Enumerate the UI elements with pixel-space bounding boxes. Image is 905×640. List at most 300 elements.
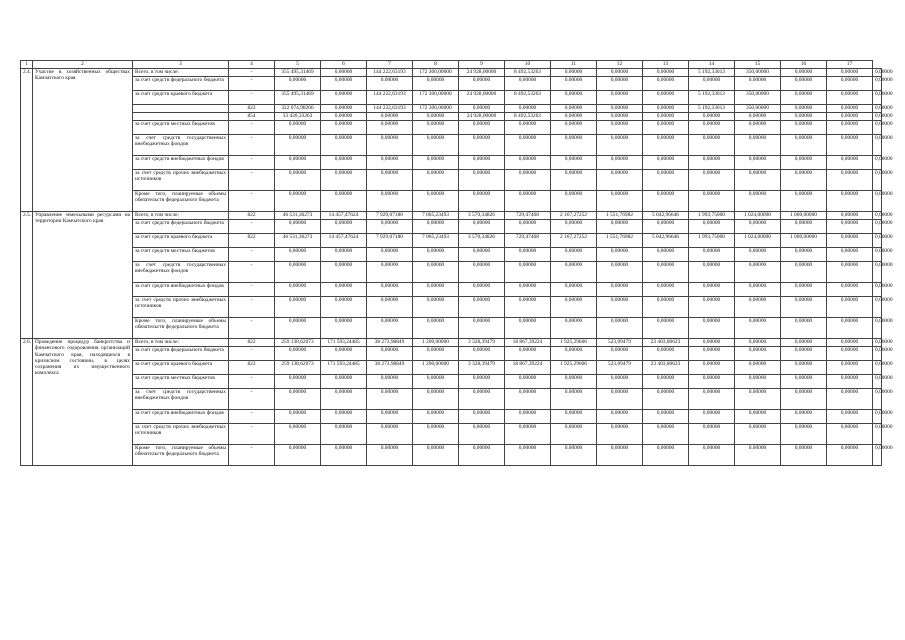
amount-cell: 0,00000 <box>781 135 827 156</box>
amount-cell: 0,00000 <box>873 220 882 234</box>
amount-cell: 172 300,00000 <box>413 105 459 113</box>
table-row <box>21 69 882 77</box>
amount-cell: 1 000,00000 <box>781 212 827 220</box>
amount-cell: 0,00000 <box>505 389 551 410</box>
amount-cell: 0,00000 <box>873 234 882 248</box>
amount-cell: 0,00000 <box>551 283 597 297</box>
amount-cell: 0,00000 <box>873 445 882 466</box>
amount-cell: 0,00000 <box>321 191 367 212</box>
amount-cell: 5 042,96646 <box>643 234 689 248</box>
amount-cell: 0,00000 <box>321 347 367 361</box>
amount-cell: 729,47468 <box>505 234 551 248</box>
amount-cell: 0,00000 <box>689 339 735 347</box>
amount-cell: 0,00000 <box>873 191 882 212</box>
amount-cell: 0,00000 <box>827 445 873 466</box>
amount-cell: 0,00000 <box>873 105 882 113</box>
table-row <box>21 77 882 91</box>
amount-cell: 0,00000 <box>781 297 827 318</box>
amount-cell: 0,00000 <box>367 410 413 424</box>
amount-cell: 0,00000 <box>551 410 597 424</box>
amount-cell: 0,00000 <box>781 105 827 113</box>
amount-cell: 0,00000 <box>597 318 643 339</box>
funding-source: за счет средств федерального бюджета <box>133 347 229 361</box>
amount-cell: 0,00000 <box>551 347 597 361</box>
amount-cell: 0,00000 <box>459 410 505 424</box>
amount-cell: 0,00000 <box>643 424 689 445</box>
amount-cell: 0,00000 <box>873 212 882 220</box>
section-title: Участие в хозяйственных обществах Камчатского края <box>33 69 133 212</box>
amount-cell: 0,00000 <box>275 347 321 361</box>
amount-cell: 0,00000 <box>643 318 689 339</box>
amount-cell: 0,00000 <box>735 170 781 191</box>
table-row <box>21 410 882 424</box>
amount-cell: 0,00000 <box>735 191 781 212</box>
funding-source: Кроме того, планируемые объемы обязательств федерального бюджета <box>133 318 229 339</box>
amount-cell: 0,00000 <box>689 156 735 170</box>
amount-cell: 0,00000 <box>551 170 597 191</box>
funding-source: за счет средств государственных внебюджетных фондов <box>133 135 229 156</box>
amount-cell: 0,00000 <box>873 262 882 283</box>
amount-cell: 0,00000 <box>597 69 643 77</box>
table-row <box>21 361 882 375</box>
amount-cell: 0,00000 <box>505 318 551 339</box>
column-number: 14 <box>689 61 735 69</box>
amount-cell: 0,00000 <box>735 361 781 375</box>
table-row <box>21 248 882 262</box>
amount-cell: 0,00000 <box>597 283 643 297</box>
amount-cell: 0,00000 <box>321 389 367 410</box>
amount-cell: 523,09479 <box>597 361 643 375</box>
amount-cell: 0,00000 <box>321 248 367 262</box>
funding-source: за счет средств краевого бюджета <box>133 361 229 375</box>
amount-cell: 0,00000 <box>643 135 689 156</box>
amount-cell: 0,00000 <box>413 262 459 283</box>
amount-cell: 0,00000 <box>275 375 321 389</box>
amount-cell: 0,00000 <box>735 156 781 170</box>
amount-cell: 0,00000 <box>689 191 735 212</box>
amount-cell: 0,00000 <box>827 375 873 389</box>
amount-cell: 0,00000 <box>735 77 781 91</box>
amount-cell: 0,00000 <box>827 339 873 347</box>
amount-cell: 1 024,00000 <box>735 212 781 220</box>
section-number: 2.6. <box>21 339 33 466</box>
amount-cell: 7 065,23493 <box>413 234 459 248</box>
amount-cell: 0,00000 <box>873 297 882 318</box>
amount-cell: 0,00000 <box>413 297 459 318</box>
amount-cell: 0,00000 <box>551 297 597 318</box>
amount-cell: 0,00000 <box>735 347 781 361</box>
amount-cell: 0,00000 <box>459 170 505 191</box>
amount-cell: 0,00000 <box>689 318 735 339</box>
amount-cell: 0,00000 <box>827 91 873 105</box>
amount-cell: 0,00000 <box>689 170 735 191</box>
amount-cell: 0,00000 <box>873 283 882 297</box>
amount-cell: 0,00000 <box>597 156 643 170</box>
section-title: Управление земельными ресурсами на территории Камчатского края <box>33 212 133 339</box>
amount-cell: 18 867,39224 <box>505 339 551 347</box>
budget-code: - <box>229 156 275 170</box>
amount-cell: 0,00000 <box>413 156 459 170</box>
budget-code: - <box>229 220 275 234</box>
amount-cell: 0,00000 <box>321 121 367 135</box>
amount-cell: 0,00000 <box>367 121 413 135</box>
amount-cell: 0,00000 <box>367 262 413 283</box>
amount-cell: 0,00000 <box>367 445 413 466</box>
amount-cell: 23 403,80623 <box>643 339 689 347</box>
funding-source <box>133 105 229 113</box>
amount-cell: 0,00000 <box>321 170 367 191</box>
amount-cell: 0,00000 <box>413 77 459 91</box>
amount-cell: 0,00000 <box>689 283 735 297</box>
amount-cell: 24 928,00000 <box>459 91 505 105</box>
funding-source: Всего, в том числе: <box>133 212 229 220</box>
amount-cell: 0,00000 <box>413 191 459 212</box>
amount-cell: 0,00000 <box>459 262 505 283</box>
amount-cell: 0,00000 <box>827 191 873 212</box>
amount-cell: 0,00000 <box>597 347 643 361</box>
amount-cell: 0,00000 <box>275 156 321 170</box>
amount-cell: 0,00000 <box>689 121 735 135</box>
amount-cell: 0,00000 <box>551 262 597 283</box>
amount-cell: 0,00000 <box>873 91 882 105</box>
funding-source: за счет средств краевого бюджета <box>133 91 229 105</box>
amount-cell: 0,00000 <box>689 297 735 318</box>
amount-cell: 0,00000 <box>551 424 597 445</box>
amount-cell: 0,00000 <box>873 375 882 389</box>
amount-cell: 0,00000 <box>643 105 689 113</box>
funding-source: за счет средств местных бюджетов <box>133 248 229 262</box>
amount-cell: 0,00000 <box>597 445 643 466</box>
amount-cell: 144 222,63193 <box>367 91 413 105</box>
amount-cell: 0,00000 <box>735 248 781 262</box>
amount-cell: 0,00000 <box>551 389 597 410</box>
amount-cell: 0,00000 <box>505 424 551 445</box>
amount-cell: 0,00000 <box>321 91 367 105</box>
amount-cell: 0,00000 <box>597 262 643 283</box>
amount-cell: 0,00000 <box>551 113 597 121</box>
budget-code: - <box>229 410 275 424</box>
amount-cell: 0,00000 <box>459 248 505 262</box>
amount-cell: 0,00000 <box>459 375 505 389</box>
amount-cell: 0,00000 <box>643 248 689 262</box>
amount-cell: 0,00000 <box>459 121 505 135</box>
amount-cell: 0,00000 <box>827 361 873 375</box>
amount-cell: 0,00000 <box>781 389 827 410</box>
amount-cell: 144 222,63193 <box>367 105 413 113</box>
amount-cell: 3 570,34826 <box>459 212 505 220</box>
amount-cell: 7 065,23493 <box>413 212 459 220</box>
section-title: Проведение процедур банкротства и финансового оздоровления организаций Камчатского края, находящихся в кризисном состоянии, в целях сохранения их имущественного комплекса <box>33 339 133 466</box>
table-row <box>21 91 882 105</box>
amount-cell: 0,00000 <box>367 389 413 410</box>
amount-cell: 0,00000 <box>597 191 643 212</box>
amount-cell: 0,00000 <box>459 77 505 91</box>
funding-source: Кроме того, планируемые объемы обязательств федерального бюджета <box>133 445 229 466</box>
amount-cell: 0,00000 <box>781 347 827 361</box>
amount-cell: 0,00000 <box>781 191 827 212</box>
amount-cell: 0,00000 <box>597 389 643 410</box>
amount-cell: 24 928,00000 <box>459 69 505 77</box>
amount-cell: 0,00000 <box>505 105 551 113</box>
amount-cell: 0,00000 <box>275 318 321 339</box>
funding-source: за счет средств федерального бюджета <box>133 220 229 234</box>
amount-cell: 0,00000 <box>781 170 827 191</box>
funding-source: Всего, в том числе: <box>133 69 229 77</box>
table-row <box>21 283 882 297</box>
amount-cell: 0,00000 <box>781 248 827 262</box>
amount-cell: 0,00000 <box>321 424 367 445</box>
funding-source: за счет средств федерального бюджета <box>133 77 229 91</box>
funding-source: за счет средств прочих внебюджетных источников <box>133 170 229 191</box>
amount-cell: 0,00000 <box>459 445 505 466</box>
amount-cell: 0,00000 <box>551 318 597 339</box>
budget-code: - <box>229 135 275 156</box>
amount-cell: 0,00000 <box>413 113 459 121</box>
table-row <box>21 170 882 191</box>
funding-source: Кроме того, планируемые объемы обязательств федерального бюджета <box>133 191 229 212</box>
amount-cell: 0,00000 <box>505 410 551 424</box>
amount-cell: 0,00000 <box>367 375 413 389</box>
column-number: 8 <box>413 61 459 69</box>
amount-cell: 0,00000 <box>413 318 459 339</box>
amount-cell: 0,00000 <box>275 248 321 262</box>
table-row <box>21 113 882 121</box>
column-number: 2 <box>33 61 133 69</box>
amount-cell: 0,00000 <box>505 121 551 135</box>
amount-cell: 0,00000 <box>413 121 459 135</box>
amount-cell: 0,00000 <box>873 156 882 170</box>
amount-cell: 0,00000 <box>505 220 551 234</box>
amount-cell: 0,00000 <box>459 318 505 339</box>
budget-document <box>20 60 893 466</box>
amount-cell: 0,00000 <box>689 445 735 466</box>
amount-cell: 0,00000 <box>781 318 827 339</box>
budget-code: 822 <box>229 234 275 248</box>
amount-cell: 0,00000 <box>873 389 882 410</box>
amount-cell: 2 167,27252 <box>551 234 597 248</box>
amount-cell: 0,00000 <box>827 234 873 248</box>
amount-cell: 0,00000 <box>321 410 367 424</box>
amount-cell: 0,00000 <box>643 91 689 105</box>
amount-cell: 0,00000 <box>367 318 413 339</box>
amount-cell: 0,00000 <box>643 410 689 424</box>
amount-cell: 0,00000 <box>735 410 781 424</box>
amount-cell: 0,00000 <box>827 248 873 262</box>
amount-cell: 0,00000 <box>597 375 643 389</box>
amount-cell: 355 495,31469 <box>275 69 321 77</box>
table-row <box>21 191 882 212</box>
amount-cell: 0,00000 <box>459 156 505 170</box>
amount-cell: 0,00000 <box>413 424 459 445</box>
amount-cell: 0,00000 <box>689 220 735 234</box>
amount-cell: 0,00000 <box>321 375 367 389</box>
column-number: 17 <box>827 61 873 69</box>
amount-cell: 171 593,24485 <box>321 361 367 375</box>
amount-cell: 0,00000 <box>735 113 781 121</box>
budget-code: - <box>229 445 275 466</box>
amount-cell: 0,00000 <box>827 410 873 424</box>
amount-cell: 24 928,00000 <box>459 113 505 121</box>
amount-cell: 0,00000 <box>827 69 873 77</box>
table-row <box>21 262 882 283</box>
amount-cell: 0,00000 <box>413 347 459 361</box>
amount-cell: 0,00000 <box>551 191 597 212</box>
amount-cell: 0,00000 <box>873 113 882 121</box>
amount-cell: 0,00000 <box>827 389 873 410</box>
amount-cell: 0,00000 <box>321 318 367 339</box>
column-number: 13 <box>643 61 689 69</box>
table-row <box>21 389 882 410</box>
amount-cell: 0,00000 <box>735 121 781 135</box>
amount-cell: 0,00000 <box>321 445 367 466</box>
amount-cell: 0,00000 <box>827 105 873 113</box>
funding-source: за счет средств государственных внебюджетных фондов <box>133 389 229 410</box>
amount-cell: 0,00000 <box>413 220 459 234</box>
amount-cell: 3 570,34826 <box>459 234 505 248</box>
funding-source: за счет средств внебюджетных фондов <box>133 283 229 297</box>
amount-cell: 0,00000 <box>505 77 551 91</box>
amount-cell: 0,00000 <box>505 156 551 170</box>
column-number: 3 <box>133 61 229 69</box>
amount-cell: 0,00000 <box>735 262 781 283</box>
amount-cell: 0,00000 <box>551 375 597 389</box>
amount-cell: 0,00000 <box>551 220 597 234</box>
amount-cell: 0,00000 <box>781 220 827 234</box>
amount-cell: 172 300,00000 <box>413 69 459 77</box>
amount-cell: 0,00000 <box>781 445 827 466</box>
amount-cell: 0,00000 <box>321 156 367 170</box>
amount-cell: 0,00000 <box>505 135 551 156</box>
amount-cell: 46 531,36273 <box>275 234 321 248</box>
amount-cell: 0,00000 <box>597 424 643 445</box>
amount-cell: 0,00000 <box>781 283 827 297</box>
amount-cell: 0,00000 <box>413 170 459 191</box>
amount-cell: 0,00000 <box>827 347 873 361</box>
amount-cell: 350,00000 <box>735 105 781 113</box>
amount-cell: 0,00000 <box>597 220 643 234</box>
amount-cell: 0,00000 <box>689 347 735 361</box>
column-number: 15 <box>735 61 781 69</box>
amount-cell: 0,00000 <box>367 297 413 318</box>
column-number: 12 <box>597 61 643 69</box>
amount-cell: 38 273,98849 <box>367 339 413 347</box>
amount-cell: 0,00000 <box>781 156 827 170</box>
amount-cell: 0,00000 <box>643 191 689 212</box>
amount-cell: 0,00000 <box>735 375 781 389</box>
amount-cell: 0,00000 <box>275 220 321 234</box>
amount-cell: 0,00000 <box>367 135 413 156</box>
amount-cell: 0,00000 <box>551 77 597 91</box>
amount-cell: 0,00000 <box>505 170 551 191</box>
amount-cell: 0,00000 <box>689 113 735 121</box>
amount-cell: 0,00000 <box>827 156 873 170</box>
amount-cell: 0,00000 <box>459 297 505 318</box>
amount-cell: 0,00000 <box>781 121 827 135</box>
funding-source: за счет средств местных бюджетов <box>133 121 229 135</box>
amount-cell: 0,00000 <box>413 445 459 466</box>
amount-cell: 0,00000 <box>459 191 505 212</box>
amount-cell: 0,00000 <box>643 113 689 121</box>
amount-cell: 0,00000 <box>597 77 643 91</box>
amount-cell: 0,00000 <box>321 77 367 91</box>
amount-cell: 0,00000 <box>873 77 882 91</box>
amount-cell: 0,00000 <box>643 445 689 466</box>
section-number: 2.4. <box>21 69 33 212</box>
amount-cell: 0,00000 <box>735 339 781 347</box>
amount-cell: 0,00000 <box>413 283 459 297</box>
amount-cell: 0,00000 <box>459 283 505 297</box>
funding-source: за счет средств государственных внебюджетных фондов <box>133 262 229 283</box>
amount-cell: 144 222,63193 <box>367 69 413 77</box>
amount-cell: 8 492,53263 <box>505 91 551 105</box>
amount-cell: 0,00000 <box>321 105 367 113</box>
amount-cell: 0,00000 <box>597 91 643 105</box>
amount-cell: 0,00000 <box>873 410 882 424</box>
amount-cell: 0,00000 <box>643 170 689 191</box>
amount-cell: 0,00000 <box>873 135 882 156</box>
amount-cell: 0,00000 <box>735 135 781 156</box>
budget-code: - <box>229 297 275 318</box>
amount-cell: 0,00000 <box>735 220 781 234</box>
amount-cell: 5 042,96646 <box>643 212 689 220</box>
amount-cell: 0,00000 <box>367 156 413 170</box>
column-number: 10 <box>505 61 551 69</box>
amount-cell: 5 192,33013 <box>689 105 735 113</box>
amount-cell: 0,00000 <box>735 424 781 445</box>
column-number: 9 <box>459 61 505 69</box>
amount-cell: 0,00000 <box>873 347 882 361</box>
budget-code: - <box>229 389 275 410</box>
amount-cell: 0,00000 <box>827 135 873 156</box>
amount-cell: 0,00000 <box>643 121 689 135</box>
budget-table <box>20 60 893 466</box>
table-row <box>21 121 882 135</box>
amount-cell: 1 925,29606 <box>551 361 597 375</box>
amount-cell: 0,00000 <box>689 135 735 156</box>
amount-cell: 0,00000 <box>643 347 689 361</box>
amount-cell: 1 993,75000 <box>689 212 735 220</box>
budget-code: 822 <box>229 212 275 220</box>
amount-cell: 0,00000 <box>275 262 321 283</box>
amount-cell: 172 300,00000 <box>413 91 459 105</box>
amount-cell: 1 551,76982 <box>597 212 643 220</box>
amount-cell: 0,00000 <box>275 191 321 212</box>
budget-code: 822 <box>229 339 275 347</box>
amount-cell: 0,00000 <box>781 361 827 375</box>
amount-cell: 0,00000 <box>367 347 413 361</box>
amount-cell: 0,00000 <box>689 389 735 410</box>
amount-cell: 0,00000 <box>597 248 643 262</box>
table-row <box>21 318 882 339</box>
amount-cell: 33 420,33263 <box>275 113 321 121</box>
amount-cell: 0,00000 <box>367 424 413 445</box>
amount-cell: 1 000,00000 <box>781 234 827 248</box>
amount-cell: 0,00000 <box>643 220 689 234</box>
amount-cell: 0,00000 <box>643 77 689 91</box>
amount-cell: 0,00000 <box>551 445 597 466</box>
amount-cell: 0,00000 <box>781 375 827 389</box>
table-row <box>21 135 882 156</box>
amount-cell: 1 551,76982 <box>597 234 643 248</box>
amount-cell: 259 138,62073 <box>275 361 321 375</box>
amount-cell: 0,00000 <box>505 248 551 262</box>
amount-cell: 0,00000 <box>735 297 781 318</box>
amount-cell: 18 867,39224 <box>505 361 551 375</box>
amount-cell: 0,00000 <box>781 91 827 105</box>
column-number: 7 <box>367 61 413 69</box>
amount-cell: 0,00000 <box>367 248 413 262</box>
funding-source <box>133 113 229 121</box>
